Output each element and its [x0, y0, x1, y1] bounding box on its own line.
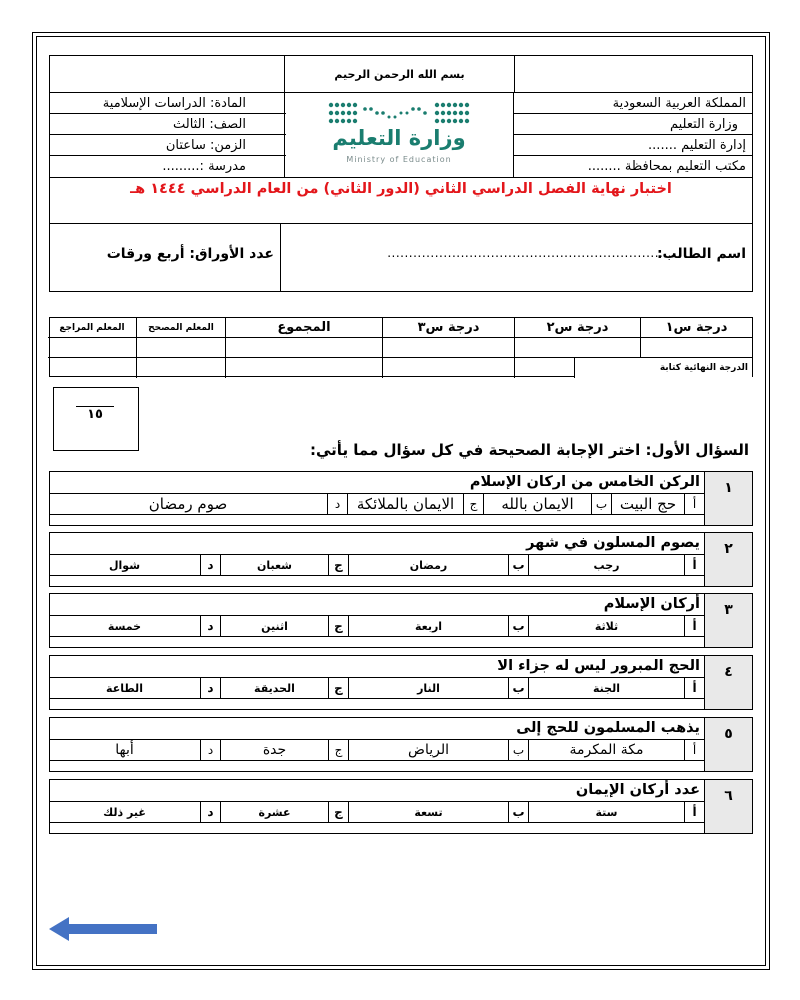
question-2: [49, 532, 753, 587]
basmala-cell: [284, 56, 514, 93]
score-q2-header: درجة س٢: [515, 318, 640, 338]
answer-options: [50, 493, 704, 515]
question-number: ٤: [724, 664, 733, 680]
question-stem: عدد أركان الإيمان: [575, 782, 700, 798]
score-q3-column: [382, 318, 514, 378]
grader-header: المعلم المصحح: [137, 318, 225, 338]
question-number-cell: [704, 718, 752, 771]
option-text: الرياض: [408, 742, 449, 758]
answer-option-2[interactable]: [483, 494, 611, 515]
question-number: ٣: [724, 602, 733, 618]
answer-option-2[interactable]: [348, 740, 528, 761]
question-number-cell: [704, 472, 752, 525]
answer-options: [50, 554, 704, 576]
question-number-cell: [704, 780, 752, 833]
answer-options: [50, 615, 704, 637]
answer-option-1[interactable]: [611, 494, 704, 515]
logo-english-text: Ministry of Education: [346, 155, 452, 164]
ministry-logo: [284, 93, 514, 177]
reviewer-header: المعلم المراجع: [48, 318, 136, 338]
student-name-label: اسم الطالب:: [656, 246, 746, 262]
subject-info: [50, 93, 286, 177]
school-name: مدرسة :.........: [162, 159, 246, 174]
option-letter: د: [200, 616, 220, 637]
option-text: عشرة: [258, 806, 291, 819]
student-name-field[interactable]: ..................................................................: [387, 246, 672, 260]
page-count-cell: [50, 224, 282, 291]
answer-option-1[interactable]: [528, 555, 704, 576]
option-letter: د: [200, 740, 220, 761]
option-letter: د: [327, 494, 347, 515]
score-total-header: المجموع: [226, 318, 382, 338]
option-text: جدة: [262, 742, 287, 758]
answer-option-2[interactable]: [348, 678, 528, 699]
answer-option-4[interactable]: [49, 494, 347, 515]
subject-name: المادة: الدراسات الإسلامية: [50, 93, 286, 114]
option-letter: ب: [508, 740, 528, 761]
answer-option-2[interactable]: [348, 616, 528, 637]
reviewer-cell[interactable]: [48, 338, 136, 358]
option-letter: ج: [328, 616, 348, 637]
grader-column: [136, 318, 225, 378]
exam-header: [49, 55, 753, 224]
score-table: [49, 317, 753, 377]
option-letter: أ: [684, 494, 704, 515]
option-letter: ج: [328, 555, 348, 576]
option-text: أبها: [115, 742, 134, 758]
score-q1-cell[interactable]: [641, 338, 752, 358]
final-score-label: الدرجة النهائية كتابة: [574, 358, 752, 378]
answer-option-3[interactable]: [220, 678, 348, 699]
option-letter: أ: [684, 678, 704, 699]
question-number-cell: [704, 594, 752, 647]
option-text: شعبان: [256, 559, 293, 572]
country-name: المملكة العربية السعودية: [514, 93, 752, 114]
student-info-row: [49, 224, 753, 292]
option-letter: أ: [684, 555, 704, 576]
question-score-total: ١٥: [76, 406, 114, 422]
answer-options: [50, 739, 704, 761]
option-text: خمسة: [107, 620, 142, 633]
answer-option-1[interactable]: [528, 678, 704, 699]
question-number: ٦: [724, 788, 733, 804]
basmala: بسم الله الرحمن الرحيم: [334, 68, 465, 81]
question-section-title: السؤال الأول: اختر الإجابة الصحيحة في كل سؤال مما يأتي:: [310, 441, 749, 459]
answer-option-4[interactable]: [49, 616, 220, 637]
score-q3-cell[interactable]: [383, 338, 514, 358]
grader-cell[interactable]: [137, 338, 225, 358]
question-stem: الركن الخامس من اركان الإسلام: [469, 474, 700, 490]
option-letter: أ: [684, 802, 704, 823]
question-5: [49, 717, 753, 772]
question-6: [49, 779, 753, 834]
question-score-box: [53, 387, 139, 451]
option-text: اثنين: [261, 620, 288, 633]
answer-option-3[interactable]: [220, 802, 348, 823]
exam-title: اختبار نهاية الفصل الدراسي الثاني (الدور الثاني) من العام الدراسي ١٤٤٤ هـ: [130, 181, 672, 197]
option-letter: د: [200, 802, 220, 823]
option-letter: ج: [328, 802, 348, 823]
option-letter: ب: [591, 494, 611, 515]
answer-option-4[interactable]: [49, 802, 220, 823]
question-number: ١: [724, 480, 733, 496]
answer-option-1[interactable]: [528, 802, 704, 823]
option-text: رمضان: [409, 559, 448, 572]
option-letter: ج: [328, 678, 348, 699]
option-letter: ب: [508, 555, 528, 576]
question-stem: الحج المبرور ليس له جزاء الا: [497, 658, 700, 674]
question-number-cell: [704, 533, 752, 586]
header-top-right-cell: [514, 56, 752, 93]
option-text: شوال: [108, 559, 141, 572]
ministry-name: وزارة التعليم: [514, 114, 752, 135]
answer-option-2[interactable]: [348, 555, 528, 576]
option-text: الجنة: [593, 682, 620, 695]
option-text: الطاعة: [106, 682, 143, 695]
option-letter: ب: [508, 802, 528, 823]
question-number: ٥: [724, 726, 733, 742]
question-stem: أركان الإسلام: [603, 596, 700, 612]
answer-option-1[interactable]: [528, 740, 704, 761]
score-q2-cell[interactable]: [515, 338, 640, 358]
option-letter: د: [200, 555, 220, 576]
answer-option-3[interactable]: [220, 616, 348, 637]
answer-option-1[interactable]: [528, 616, 704, 637]
answer-option-4[interactable]: [49, 555, 220, 576]
option-text: صوم رمضان: [148, 495, 228, 513]
option-text: الحديقة: [254, 682, 295, 695]
question-stem: يذهب المسلمون للحج إلى: [516, 720, 700, 736]
score-total-column: [225, 318, 382, 378]
answer-option-4[interactable]: [49, 740, 220, 761]
student-name-cell[interactable]: [280, 224, 752, 291]
option-text: ستة: [595, 806, 618, 819]
exam-page: [32, 32, 770, 970]
option-text: النار: [417, 682, 440, 695]
next-page-arrow-icon: [49, 917, 157, 941]
answer-options: [50, 677, 704, 699]
option-text: تسعة: [414, 806, 443, 819]
option-letter: د: [200, 678, 220, 699]
logo-arabic-text: وزارة التعليم: [332, 126, 466, 150]
answer-option-3[interactable]: [220, 555, 348, 576]
education-office: مكتب التعليم بمحافظة ........: [587, 159, 746, 174]
question-stem: يصوم المسلون في شهر: [526, 535, 700, 551]
question-number: ٢: [724, 541, 733, 557]
exam-duration: الزمن: ساعتان: [50, 135, 286, 156]
grade-level: الصف: الثالث: [50, 114, 286, 135]
option-text: اربعة: [414, 620, 443, 633]
question-3: [49, 593, 753, 648]
question-number-cell: [704, 656, 752, 709]
logo-dots-icon: [325, 101, 475, 125]
option-letter: ج: [328, 740, 348, 761]
answer-option-3[interactable]: [347, 494, 483, 515]
reviewer-column: [48, 318, 136, 378]
option-letter: ج: [463, 494, 483, 515]
education-admin: إدارة التعليم .......: [514, 135, 752, 156]
option-text: حج البيت: [619, 495, 677, 513]
answer-option-3[interactable]: [220, 740, 348, 761]
option-text: رجب: [593, 559, 620, 572]
answer-option-4[interactable]: [49, 678, 220, 699]
question-1: [49, 471, 753, 526]
option-text: ثلاثة: [594, 620, 619, 633]
option-letter: أ: [684, 616, 704, 637]
answer-options: [50, 801, 704, 823]
answer-option-2[interactable]: [348, 802, 528, 823]
ministry-info: [514, 93, 752, 177]
option-text: مكة المكرمة: [569, 742, 644, 758]
option-text: غير ذلك: [103, 806, 146, 819]
header-top-row: [50, 56, 752, 93]
question-4: [49, 655, 753, 710]
page-count-label: عدد الأوراق: أربع ورقات: [106, 246, 274, 262]
option-letter: ب: [508, 678, 528, 699]
option-letter: أ: [684, 740, 704, 761]
option-letter: ب: [508, 616, 528, 637]
option-text: الايمان بالله: [501, 495, 574, 513]
header-divider: [50, 177, 752, 178]
option-text: الايمان بالملائكة: [356, 495, 455, 513]
score-total-cell[interactable]: [226, 338, 382, 358]
score-q3-header: درجة س٣: [383, 318, 514, 338]
score-q1-header: درجة س١: [641, 318, 752, 338]
header-top-left-cell: [50, 56, 286, 93]
